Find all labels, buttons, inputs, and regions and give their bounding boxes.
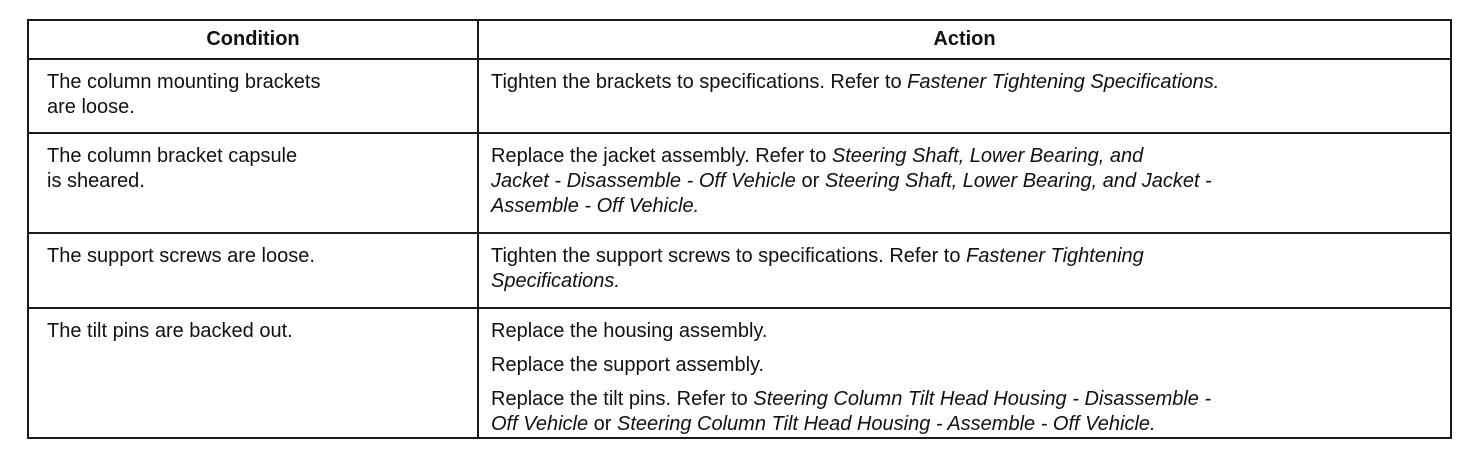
reference-link-text: Fastener Tightening Specifications. <box>907 71 1220 93</box>
reference-link-text: Fastener Tightening <box>966 245 1144 267</box>
condition-text: are loose. <box>47 96 135 118</box>
table-row <box>28 233 1451 308</box>
condition-text: The column bracket capsule <box>47 145 298 167</box>
condition-header: Condition <box>28 20 478 59</box>
reference-link-text: Steering Column Tilt Head Housing - Disassemble - <box>753 388 1212 410</box>
action-text: Tighten the brackets to specifications. Refer to Fastener Tightening Specifications. <box>491 71 1220 93</box>
action-text: Off Vehicle or Steering Column Tilt Head Housing - Assemble - Off Vehicle. <box>491 413 1156 435</box>
reference-link-text: Off Vehicle <box>491 413 589 435</box>
action-text: Replace the housing assembly. <box>491 320 768 342</box>
condition-cell <box>28 233 478 308</box>
action-text: Jacket - Disassemble - Off Vehicle or Steering Shaft, Lower Bearing, and Jacket - <box>491 170 1212 192</box>
table-row <box>28 59 1451 133</box>
action-header: Action <box>478 20 1451 59</box>
action-cell <box>478 308 1451 438</box>
diagnostic-table <box>27 19 1452 439</box>
table-row <box>28 133 1451 233</box>
condition-text: is sheared. <box>47 170 145 192</box>
condition-cell <box>28 59 478 133</box>
action-text: Replace the tilt pins. Refer to Steering Column Tilt Head Housing - Disassemble - <box>491 388 1212 410</box>
condition-cell <box>28 308 478 438</box>
table-row <box>28 308 1451 438</box>
action-text <box>491 269 1450 294</box>
action-cell <box>478 133 1451 233</box>
reference-link-text: Steering Column Tilt Head Housing - Assemble - Off Vehicle. <box>617 413 1156 435</box>
condition-cell <box>28 133 478 233</box>
reference-link-text: Assemble - Off Vehicle. <box>491 195 700 217</box>
condition-text: The support screws are loose. <box>47 245 315 267</box>
condition-text: The column mounting brackets <box>47 71 321 93</box>
action-text: Replace the jacket assembly. Refer to Steering Shaft, Lower Bearing, and <box>491 145 1144 167</box>
reference-link-text: Steering Shaft, Lower Bearing, and Jacket - <box>824 170 1212 192</box>
action-text: Replace the support assembly. <box>491 354 765 376</box>
reference-link-text: Jacket - Disassemble - Off Vehicle <box>491 170 796 192</box>
action-text: Tighten the support screws to specifications. Refer to Fastener Tightening <box>491 245 1144 267</box>
reference-link-text: Specifications. <box>491 270 620 292</box>
condition-text: The tilt pins are backed out. <box>47 320 293 342</box>
action-cell <box>478 59 1451 133</box>
action-text <box>491 194 1450 219</box>
reference-link-text: Steering Shaft, Lower Bearing, and <box>831 145 1144 167</box>
header-row <box>28 20 1451 59</box>
action-cell <box>478 233 1451 308</box>
